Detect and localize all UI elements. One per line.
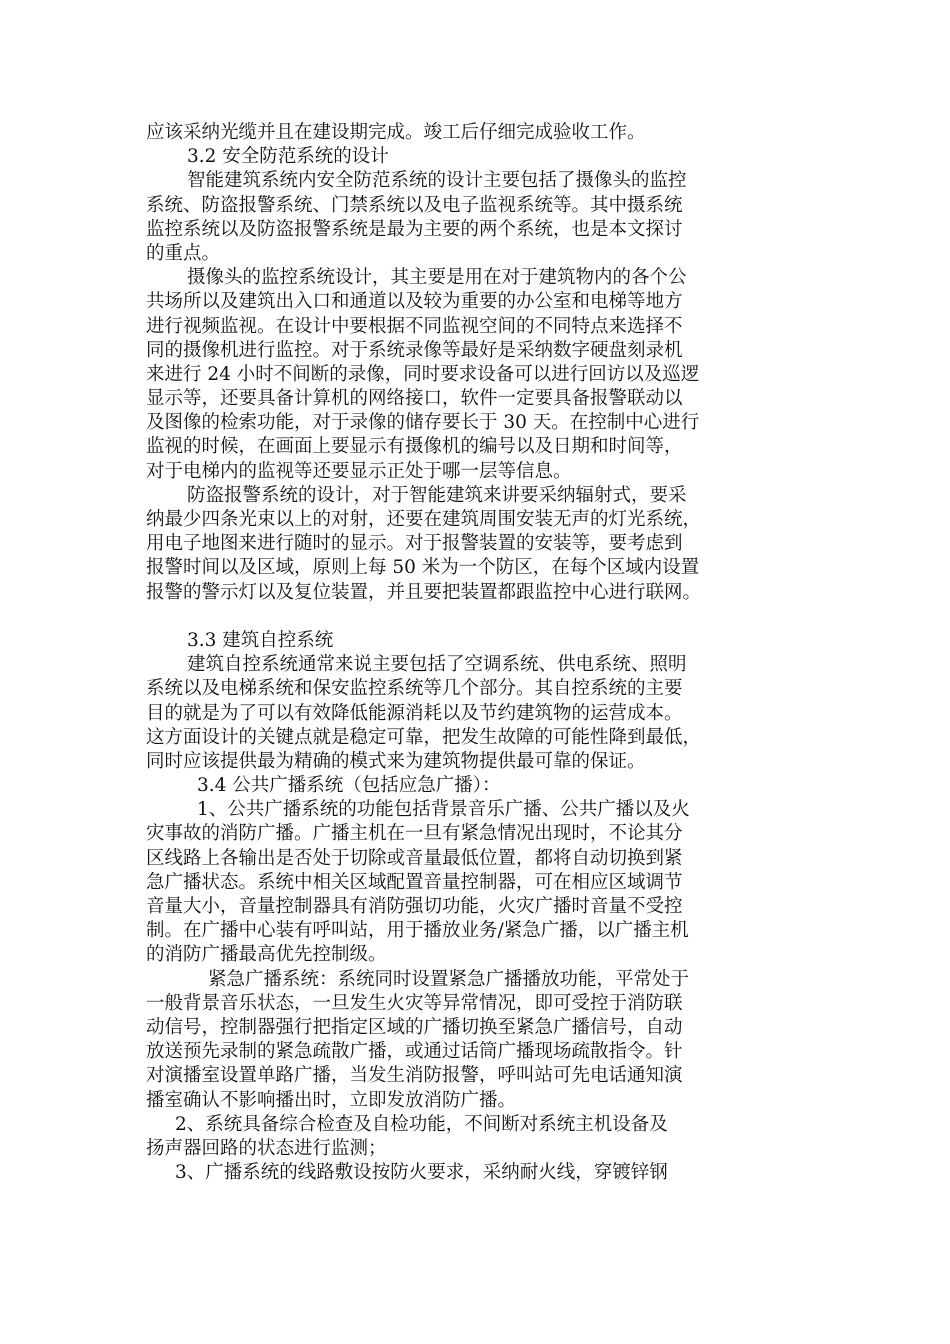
paragraph-line: 3、广播系统的线路敷设按防火要求，采纳耐火线，穿镀锌钢 [175, 1162, 668, 1184]
paragraph-item-3 [146, 1161, 810, 1185]
paragraph-line: 来进行 24 小时不间断的录像，同时要求设备可以进行回访以及巡逻 [146, 363, 700, 385]
paragraph-item-2 [146, 1113, 810, 1161]
paragraph-line: 监控系统以及防盗报警系统是最为主要的两个系统，也是本文探讨 [146, 218, 683, 240]
paragraph-building-automation [146, 653, 810, 774]
paragraph-line: 及图像的检索功能，对于录像的储存要长于 30 天。在控制中心进行 [146, 412, 700, 434]
paragraph-line: 进行视频监视。在设计中要根据不同监视空间的不同特点来选择不 [146, 315, 683, 337]
paragraph-line: 应该采纳光缆并且在建设期完成。竣工后仔细完成验收工作。 [146, 122, 646, 143]
paragraph-line: 系统、防盗报警系统、门禁系统以及电子监视系统等。其中摄系统 [146, 194, 683, 216]
paragraph-line: 灾事故的消防广播。广播主机在一旦有紧急情况出现时，不论其分 [146, 823, 683, 845]
paragraph-line: 制。在广播中心装有呼叫站，用于播放业务/紧急广播，以广播主机 [146, 920, 689, 942]
paragraph-emergency-broadcast [146, 968, 810, 1113]
paragraph-line: 目的就是为了可以有效降低能源消耗以及节约建筑物的运营成本。 [146, 702, 683, 724]
paragraph-line: 智能建筑系统内安全防范系统的设计主要包括了摄像头的监控 [187, 170, 687, 192]
paragraph-line: 报警的警示灯以及复位装置，并且要把装置都跟监控中心进行联网。 [146, 581, 702, 603]
paragraph-line: 这方面设计的关键点就是稳定可靠，把发生故障的可能性降到最低， [146, 726, 702, 748]
paragraph-security-overview [146, 169, 810, 266]
section-heading-3-4: 3.4 公共广播系统（包括应急广播）： [197, 775, 501, 797]
section-heading-3-2: 3.2 安全防范系统的设计 [187, 146, 389, 168]
paragraph-line: 播室确认不影响播出时，立即发放消防广播。 [146, 1089, 517, 1111]
paragraph-line: 报警时间以及区域，原则上每 50 米为一个防区，在每个区域内设置 [146, 557, 700, 579]
paragraph-line: 监视的时候，在画面上要显示有摄像机的编号以及日期和时间等， [146, 436, 683, 458]
paragraph-line: 防盗报警系统的设计，对于智能建筑来讲要采纳辐射式，要采 [187, 484, 687, 506]
paragraph-line: 区线路上各输出是否处于切除或音量最低位置，都将自动切换到紧 [146, 847, 683, 869]
paragraph-line: 扬声器回路的状态进行监测； [146, 1137, 387, 1159]
paragraph-line: 放送预先录制的紧急疏散广播，或通过话筒广播现场疏散指令。针 [146, 1041, 683, 1063]
paragraph-line: 紧急广播系统：系统同时设置紧急广播播放功能，平常处于 [208, 968, 690, 990]
paragraph-line: 动信号，控制器强行把指定区域的广播切换至紧急广播信号，自动 [146, 1016, 683, 1038]
paragraph-line: 摄像头的监控系统设计，其主要是用在对于建筑物内的各个公 [187, 267, 687, 289]
paragraph-item-1 [146, 798, 810, 967]
paragraph-line: 共场所以及建筑出入口和通道以及较为重要的办公室和电梯等地方 [146, 291, 683, 313]
paragraph-line: 用电子地图来进行随时的显示。对于报警装置的安装等，要考虑到 [146, 533, 683, 555]
section-heading-3-3: 3.3 建筑自控系统 [187, 629, 334, 651]
paragraph-line: 音量大小，音量控制器具有消防强切功能，火灾广播时音量不受控 [146, 896, 683, 917]
paragraph-line: 显示等，还要具备计算机的网络接口，软件一定要具备报警联动以 [146, 388, 683, 410]
paragraph-line: 同的摄像机进行监控。对于系统录像等最好是采纳数字硬盘刻录机 [146, 339, 683, 361]
paragraph-line: 的消防广播最高优先控制级。 [146, 944, 387, 966]
blank-line [146, 605, 810, 629]
paragraph-camera-monitoring [146, 266, 810, 484]
paragraph-line: 2、系统具备综合检查及自检功能，不间断对系统主机设备及 [175, 1113, 668, 1135]
paragraph-line: 对于电梯内的监视等还要显示正处于哪一层等信息。 [146, 460, 572, 482]
paragraph-line: 系统以及电梯系统和保安监控系统等几个部分。其自控系统的主要 [146, 678, 683, 700]
paragraph-line: 对演播室设置单路广播，当发生消防报警，呼叫站可先电话通知演 [146, 1065, 683, 1087]
paragraph-line: 一般背景音乐状态，一旦发生火灾等异常情况，即可受控于消防联 [146, 992, 683, 1014]
paragraph-line: 的重点。 [146, 242, 221, 264]
paragraph-line: 急广播状态。系统中相关区域配置音量控制器，可在相应区域调节 [146, 871, 683, 893]
paragraph-line: 纳最少四条光束以上的对射，还要在建筑周围安装无声的灯光系统， [146, 509, 702, 530]
document-body [146, 121, 810, 1185]
paragraph-line: 1、公共广播系统的功能包括背景音乐广播、公共广播以及火 [197, 799, 690, 821]
paragraph-line: 同时应该提供最为精确的模式来为建筑物提供最可靠的保证。 [146, 750, 646, 772]
paragraph-burglar-alarm [146, 484, 810, 605]
paragraph-line: 建筑自控系统通常来说主要包括了空调系统、供电系统、照明 [187, 654, 687, 676]
